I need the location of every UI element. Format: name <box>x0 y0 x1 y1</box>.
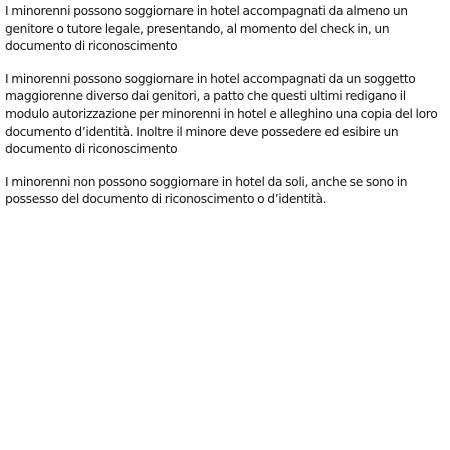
document-body <box>5 3 445 224</box>
paragraph-unaccompanied-rule: I minorenni non possono soggiornare in hotel da soli, anche se sono in possesso del documento di riconoscimento o d’identità. <box>5 174 408 207</box>
paragraph-guardian-rule: I minorenni possono soggiornare in hotel accompagnati da almeno un genitore o tutore legale, presentando, al momento del check in, un documento di riconoscimento <box>5 4 408 54</box>
paragraph-adult-companion-rule: I minorenni possono soggiornare in hotel accompagnati da un soggetto maggiorenne diverso dai genitori, a patto che questi ultimi redigano il modulo autorizzazione per minorenni in hotel e alleghino una copia del loro documento d’identità. Inoltre il minore deve possedere ed esibire un documento di riconoscimento <box>5 71 438 157</box>
